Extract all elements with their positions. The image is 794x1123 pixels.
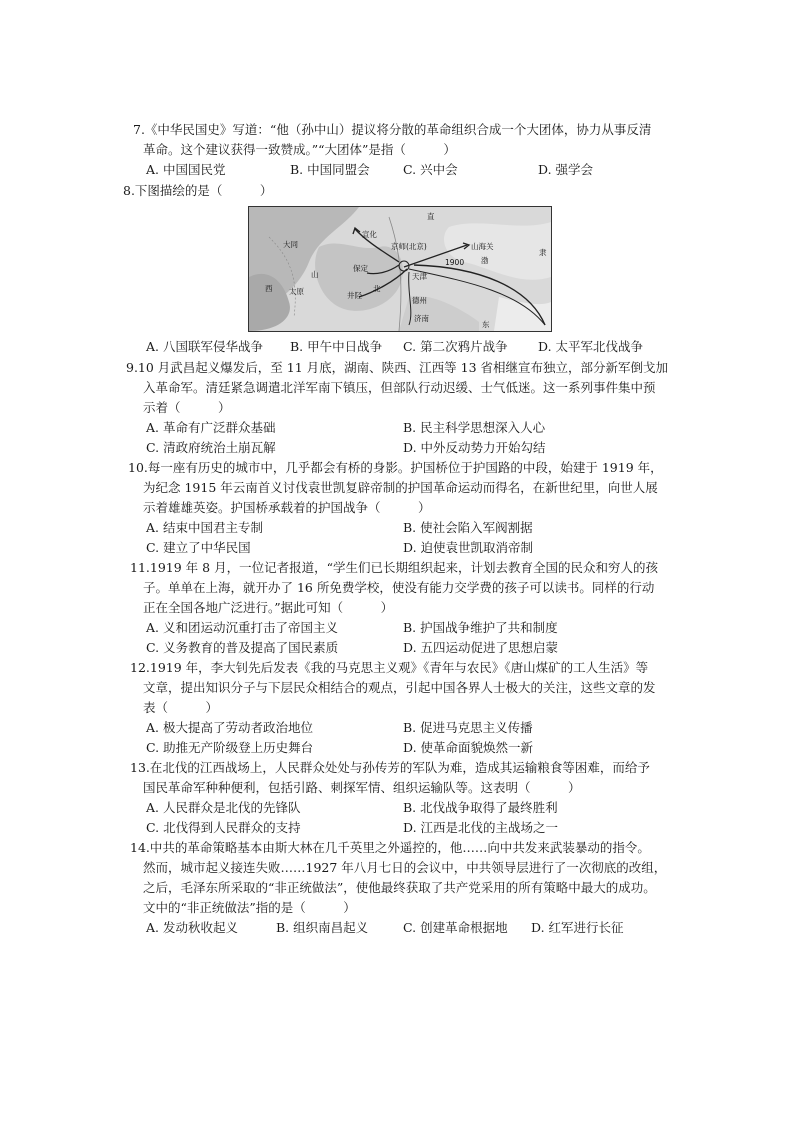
q7-option-c: C. 兴中会 bbox=[403, 162, 458, 177]
map-label: 隶 bbox=[539, 248, 547, 257]
map-label: 济南 bbox=[414, 314, 429, 323]
q14-line-1: 14.中共的革命策略基本由斯大林在几千英里之外遥控的，他……向中共发来武装暴动的指令。 bbox=[130, 840, 650, 855]
q10-option-b: B. 使社会陷入军阀割据 bbox=[403, 520, 533, 535]
map-label: 保定 bbox=[353, 264, 368, 273]
q12-option-c: C. 助推无产阶级登上历史舞台 bbox=[146, 740, 314, 755]
map-label: 东 bbox=[482, 320, 490, 329]
q9-option-c: C. 清政府统治土崩瓦解 bbox=[146, 440, 276, 455]
q12-option-b: B. 促进马克思主义传播 bbox=[403, 720, 533, 735]
q8-option-d: D. 太平军北伐战争 bbox=[538, 339, 644, 354]
q14-option-a: A. 发动秋收起义 bbox=[146, 920, 238, 935]
map-label: 宣化 bbox=[362, 230, 377, 239]
q13-option-b: B. 北伐战争取得了最终胜利 bbox=[403, 800, 558, 815]
q12-option-a: A. 极大提高了劳动者政治地位 bbox=[146, 720, 313, 735]
map-label: 直 bbox=[427, 212, 435, 221]
q9-line-2: 入革命军。清廷紧急调遣北洋军南下镇压，但部队行动迟缓、士气低迷。这一系列事件集中预 bbox=[143, 380, 656, 395]
q14-option-c: C. 创建革命根据地 bbox=[403, 920, 508, 935]
q11-line-1: 11.1919 年 8 月，一位记者报道，“学生们已长期组织起来，计划去教育全国的民众和穷人的孩 bbox=[130, 560, 658, 575]
q7-option-a: A. 中国国民党 bbox=[146, 162, 226, 177]
q13-option-c: C. 北伐得到人民群众的支持 bbox=[146, 820, 301, 835]
q13-option-a: A. 人民群众是北伐的先锋队 bbox=[146, 800, 301, 815]
q7-line-1: 7.《中华民国史》写道：“他（孙中山）提议将分散的革命组织合成一个大团体，协力从事反清 bbox=[133, 122, 652, 137]
q9-line-1: 9.10 月武昌起义爆发后，至 11 月底，湖南、陕西、江西等 13 省相继宣布独立，部分新军倒戈加 bbox=[126, 360, 669, 375]
map-label: 渤 bbox=[481, 256, 489, 265]
q9-option-b: B. 民主科学思想深入人心 bbox=[403, 420, 546, 435]
map-label: 太原 bbox=[289, 287, 304, 296]
q8-option-a: A. 八国联军侵华战争 bbox=[146, 339, 263, 354]
map-drawing bbox=[249, 207, 551, 331]
q13-line-2: 国民革命军种种便利，包括引路、刺探军情、组织运输队等。这表明（ ） bbox=[143, 780, 581, 795]
q11-option-a: A. 义和团运动沉重打击了帝国主义 bbox=[146, 620, 338, 635]
map-label: 井陉 bbox=[347, 291, 362, 300]
q11-option-c: C. 义务教育的普及提高了国民素质 bbox=[146, 640, 339, 655]
q8-option-b: B. 甲午中日战争 bbox=[290, 339, 383, 354]
q10-line-2: 为纪念 1915 年云南首义讨伐袁世凯复辟帝制的护国革命运动而得名，在新世纪里，向世人展 bbox=[143, 480, 658, 495]
q10-option-d: D. 迫使袁世凯取消帝制 bbox=[403, 540, 534, 555]
map-label: 山 bbox=[311, 270, 319, 279]
q10-option-a: A. 结束中国君主专制 bbox=[146, 520, 263, 535]
q9-option-a: A. 革命有广泛群众基础 bbox=[146, 420, 276, 435]
map-label: 北 bbox=[373, 284, 381, 293]
map-label: 西 bbox=[265, 284, 273, 293]
q13-line-1: 13.在北伐的江西战场上，人民群众处处与孙传芳的军队为难，造成其运输粮食等困难，而给予 bbox=[130, 760, 650, 775]
historical-map bbox=[248, 206, 552, 332]
q14-line-2: 然而，城市起义接连失败……1927 年八月七日的会议中，中共领导层进行了一次彻底的改组， bbox=[143, 860, 667, 875]
map-label: 京师(北京) bbox=[391, 242, 427, 251]
q10-option-c: C. 建立了中华民国 bbox=[146, 540, 251, 555]
q11-line-3: 正在全国各地广泛进行。”据此可知（ ） bbox=[143, 600, 394, 615]
q14-line-4: 文中的“非正统做法”指的是（ ） bbox=[143, 900, 356, 915]
map-label: 山海关 bbox=[471, 242, 494, 251]
q7-option-d: D. 强学会 bbox=[538, 162, 594, 177]
map-label: 1900 bbox=[445, 258, 465, 267]
q9-option-d: D. 中外反动势力开始勾结 bbox=[403, 440, 546, 455]
q11-option-b: B. 护国战争维护了共和制度 bbox=[403, 620, 558, 635]
q14-line-3: 之后，毛泽东所采取的“非正统做法”，使他最终获取了共产党采用的所有策略中最大的成功。 bbox=[143, 880, 656, 895]
q14-option-b: B. 组织南昌起义 bbox=[276, 920, 369, 935]
q12-line-3: 表（ ） bbox=[143, 700, 219, 715]
q9-line-3: 示着（ ） bbox=[143, 400, 231, 415]
q10-line-3: 示着雄雄英姿。护国桥承载着的护国战争（ ） bbox=[143, 500, 431, 515]
q13-option-d: D. 江西是北伐的主战场之一 bbox=[403, 820, 559, 835]
map-label: 天津 bbox=[412, 272, 427, 281]
q7-line-2: 革命。这个建议获得一致赞成。”“大团体”是指（ ） bbox=[143, 142, 456, 157]
q12-line-1: 12.1919 年，李大钊先后发表《我的马克思主义观》《青年与农民》《唐山煤矿的工人生活》等 bbox=[130, 660, 649, 675]
map-label: 大同 bbox=[283, 240, 298, 249]
q14-option-d: D. 红军进行长征 bbox=[531, 920, 624, 935]
q7-option-b: B. 中国同盟会 bbox=[290, 162, 370, 177]
q12-line-2: 文章，提出知识分子与下层民众相结合的观点，引起中国各界人士极大的关注，这些文章的发 bbox=[143, 680, 656, 695]
map-label: 德州 bbox=[412, 296, 427, 305]
q10-line-1: 10.每一座有历史的城市中，几乎都会有桥的身影。护国桥位于护国路的中段，始建于 1919 年， bbox=[128, 460, 663, 475]
q11-line-2: 子。单单在上海，就开办了 16 所免费学校，使没有能力交学费的孩子可以读书。同样的行动 bbox=[143, 580, 655, 595]
q8-option-c: C. 第二次鸦片战争 bbox=[403, 339, 508, 354]
q8-line-1: 8.下图描绘的是（ ） bbox=[123, 183, 273, 198]
q12-option-d: D. 使革命面貌焕然一新 bbox=[403, 740, 534, 755]
q11-option-d: D. 五四运动促进了思想启蒙 bbox=[403, 640, 559, 655]
